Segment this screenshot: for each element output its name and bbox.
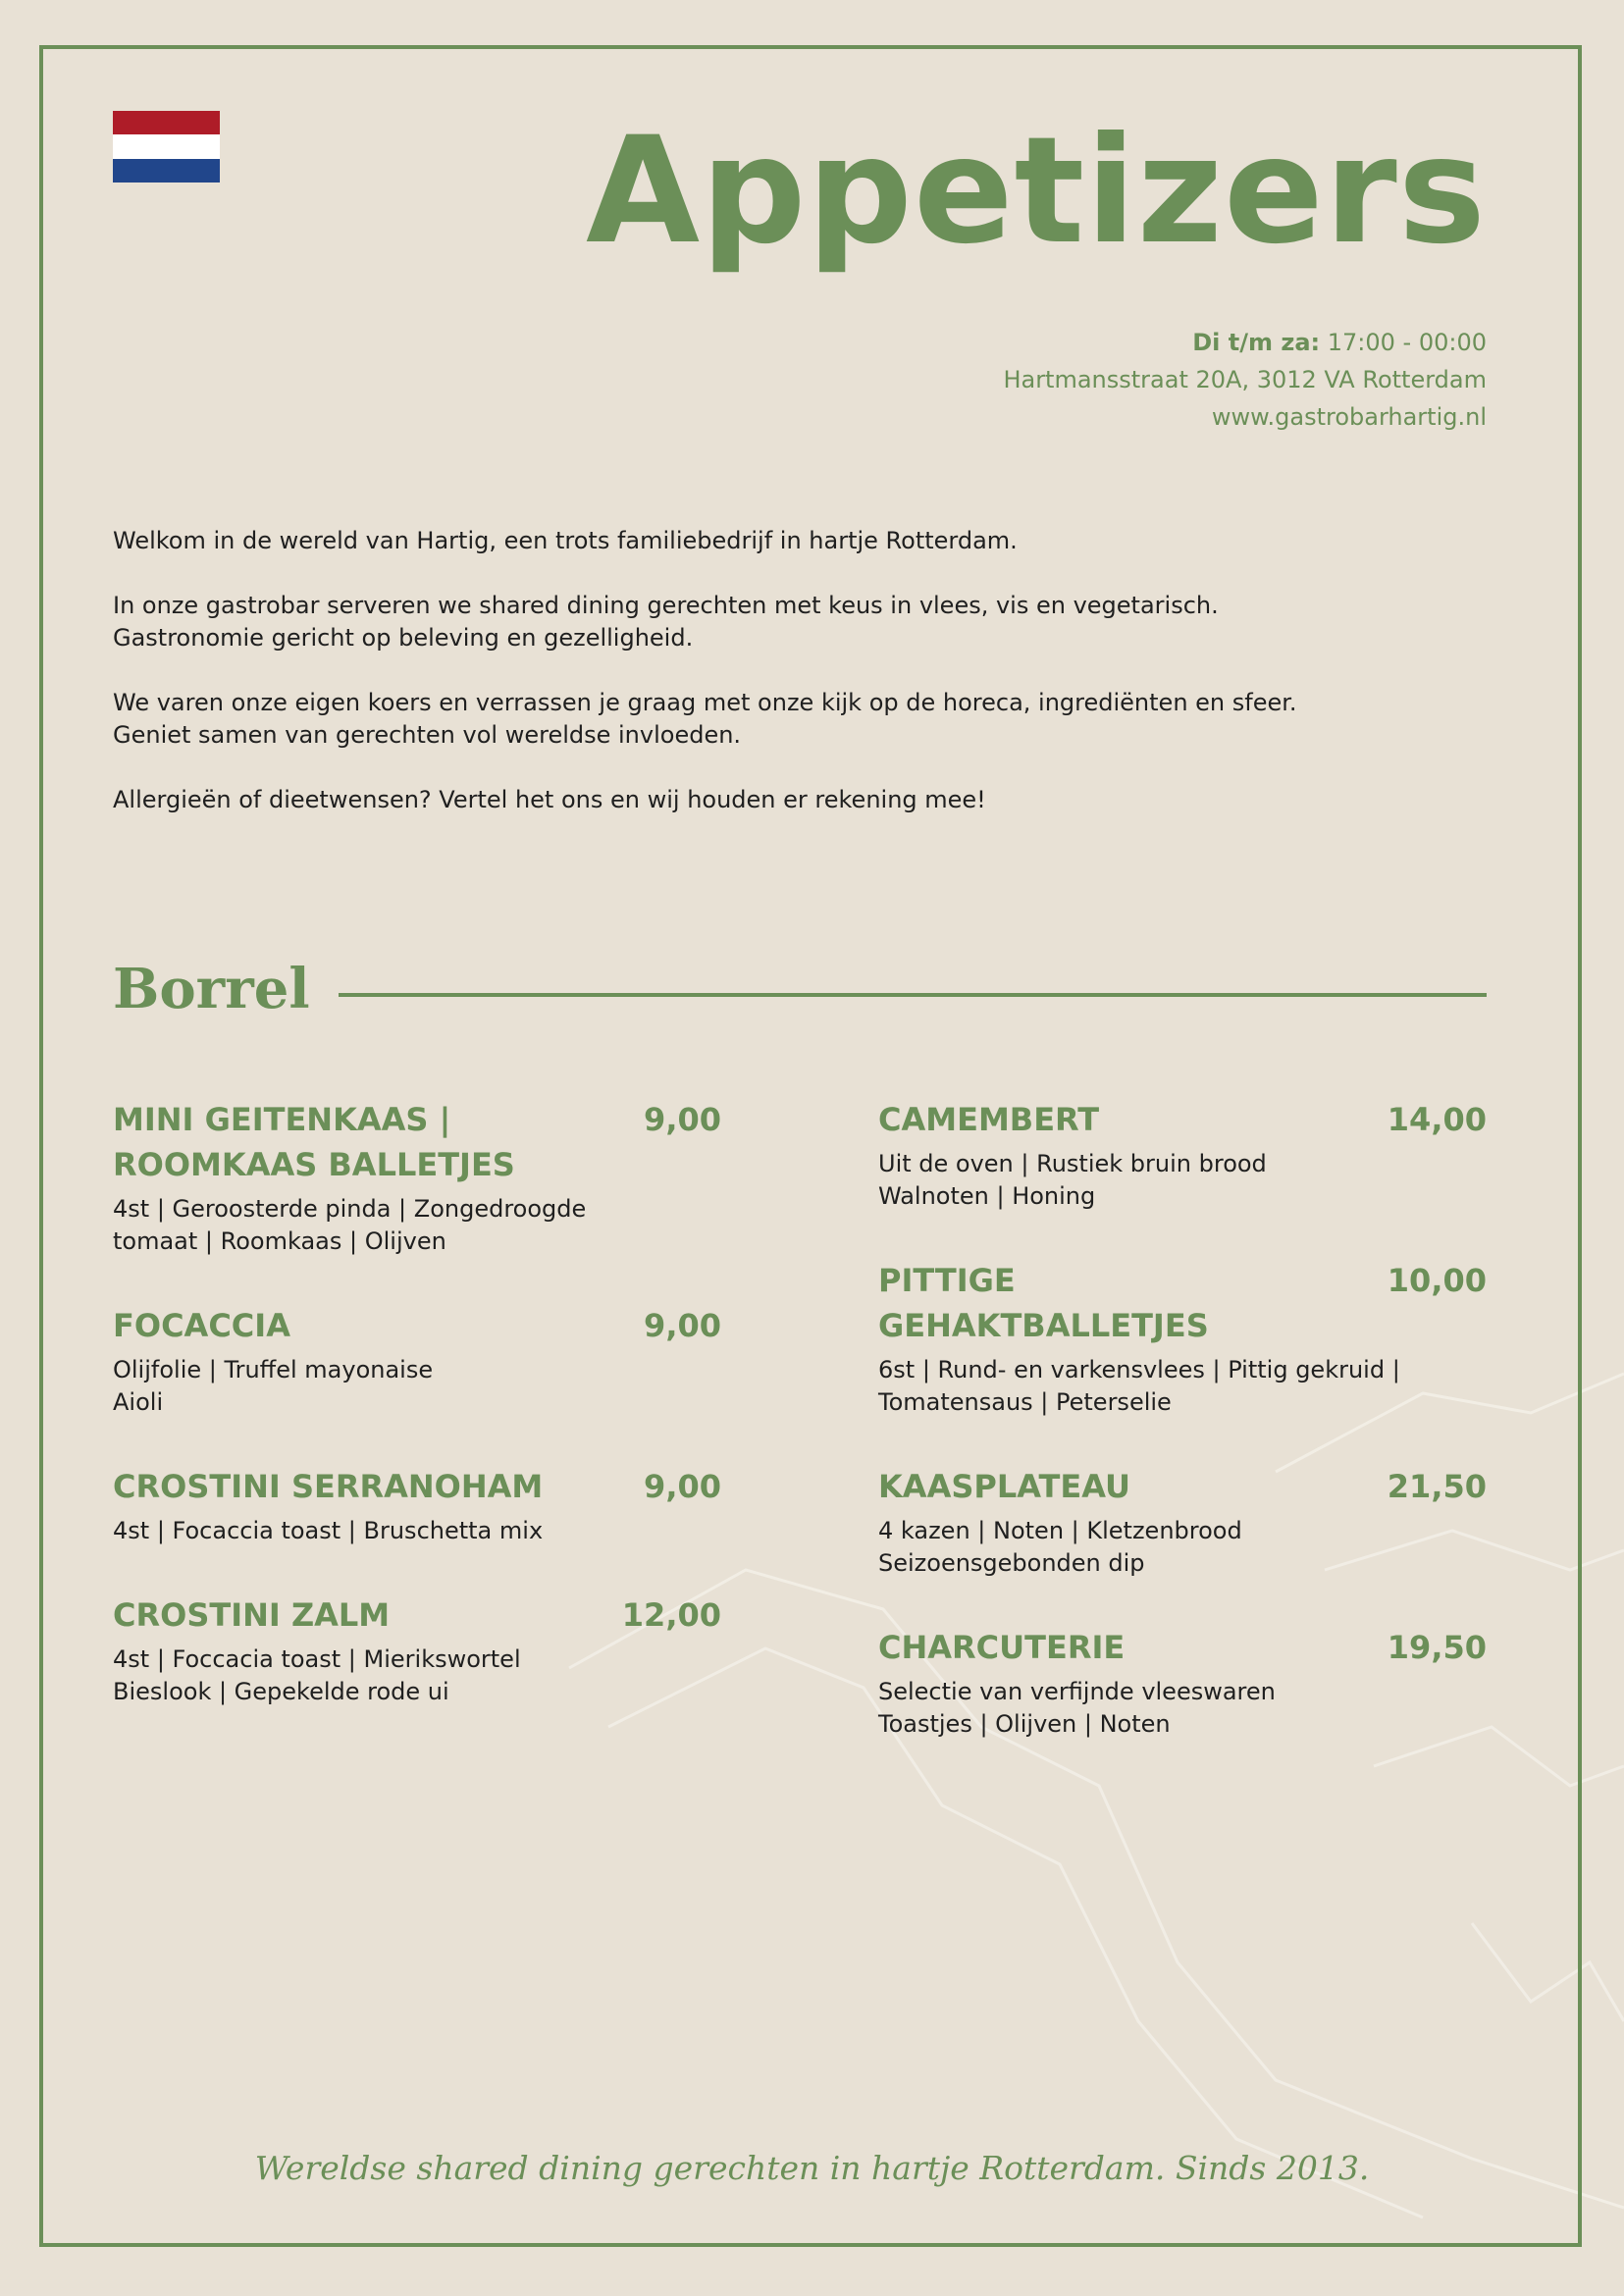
- item-price: 14,00: [1387, 1101, 1487, 1138]
- section-title: Borrel: [113, 957, 310, 1021]
- item-description: 6st | Rund- en varkensvlees | Pittig gekruid | Tomatensaus | Peterselie: [878, 1356, 1400, 1416]
- item-name: KAASPLATEAU: [878, 1468, 1130, 1505]
- menu-item: [878, 1097, 1487, 1213]
- item-name: PITTIGE GEHAKTBALLETJES: [878, 1262, 1209, 1344]
- item-description: 4st | Geroosterde pinda | Zongedroogde tomaat | Roomkaas | Olijven: [113, 1195, 587, 1255]
- menu-item: [878, 1258, 1487, 1419]
- item-description: Selectie van verfijnde vleeswaren Toastjes | Olijven | Noten: [878, 1678, 1276, 1738]
- dutch-flag-icon: [113, 111, 220, 183]
- item-description: Olijfolie | Truffel mayonaise Aioli: [113, 1356, 434, 1416]
- item-price: 10,00: [1387, 1262, 1487, 1299]
- hours-label: Di t/m za:: [1192, 329, 1321, 356]
- intro-paragraph: [113, 590, 1487, 654]
- intro-line: In onze gastrobar serveren we shared dining gerechten met keus in vlees, vis en vegetarisch.: [113, 592, 1219, 619]
- item-description: 4st | Focaccia toast | Bruschetta mix: [113, 1517, 544, 1544]
- item-description: 4st | Foccacia toast | Mierikswortel Bieslook | Gepekelde rode ui: [113, 1645, 521, 1705]
- opening-hours: [1003, 324, 1487, 361]
- intro-line: Geniet samen van gerechten vol wereldse invloeden.: [113, 721, 742, 749]
- intro-paragraph: [113, 687, 1487, 752]
- item-name: CROSTINI ZALM: [113, 1596, 391, 1634]
- menu-item: [878, 1625, 1487, 1741]
- item-price: 9,00: [644, 1468, 721, 1505]
- menu-item: [113, 1464, 721, 1547]
- right-menu-column: [878, 1097, 1487, 1786]
- intro-paragraph: Welkom in de wereld van Hartig, een trots familiebedrijf in hartje Rotterdam.: [113, 527, 1018, 554]
- hours-value: 17:00 - 00:00: [1320, 329, 1487, 356]
- page-title: Appetizers: [586, 106, 1487, 277]
- contact-info: [1003, 324, 1487, 436]
- address: Hartmansstraat 20A, 3012 VA Rotterdam: [1003, 366, 1487, 393]
- item-name: CHARCUTERIE: [878, 1629, 1126, 1666]
- website-link[interactable]: www.gastrobarhartig.nl: [1211, 403, 1487, 431]
- menu-item: [113, 1592, 721, 1708]
- section-divider: [339, 993, 1487, 997]
- intro-line: We varen onze eigen koers en verrassen je graag met onze kijk op de horeca, ingrediënten en sfeer.: [113, 689, 1297, 716]
- item-price: 19,50: [1387, 1629, 1487, 1666]
- footer-tagline: Wereldse shared dining gerechten in hartje Rotterdam. Sinds 2013.: [254, 2149, 1370, 2187]
- item-description: 4 kazen | Noten | Kletzenbrood Seizoensgebonden dip: [878, 1517, 1242, 1577]
- item-price: 21,50: [1387, 1468, 1487, 1505]
- item-description: Uit de oven | Rustiek bruin brood Walnoten | Honing: [878, 1150, 1267, 1210]
- item-name: MINI GEITENKAAS | ROOMKAAS BALLETJES: [113, 1101, 515, 1183]
- menu-item: [113, 1303, 721, 1419]
- item-price: 9,00: [644, 1101, 721, 1138]
- left-menu-column: [113, 1097, 721, 1753]
- menu-item: [113, 1097, 721, 1258]
- intro-line: Gastronomie gericht op beleving en gezelligheid.: [113, 624, 694, 652]
- item-name: CROSTINI SERRANOHAM: [113, 1468, 544, 1505]
- menu-item: [878, 1464, 1487, 1580]
- intro-paragraph: Allergieën of dieetwensen? Vertel het ons en wij houden er rekening mee!: [113, 786, 986, 813]
- item-price: 12,00: [621, 1596, 721, 1634]
- item-price: 9,00: [644, 1307, 721, 1344]
- item-name: CAMEMBERT: [878, 1101, 1100, 1138]
- item-name: FOCACCIA: [113, 1307, 290, 1344]
- intro-text: [113, 525, 1487, 849]
